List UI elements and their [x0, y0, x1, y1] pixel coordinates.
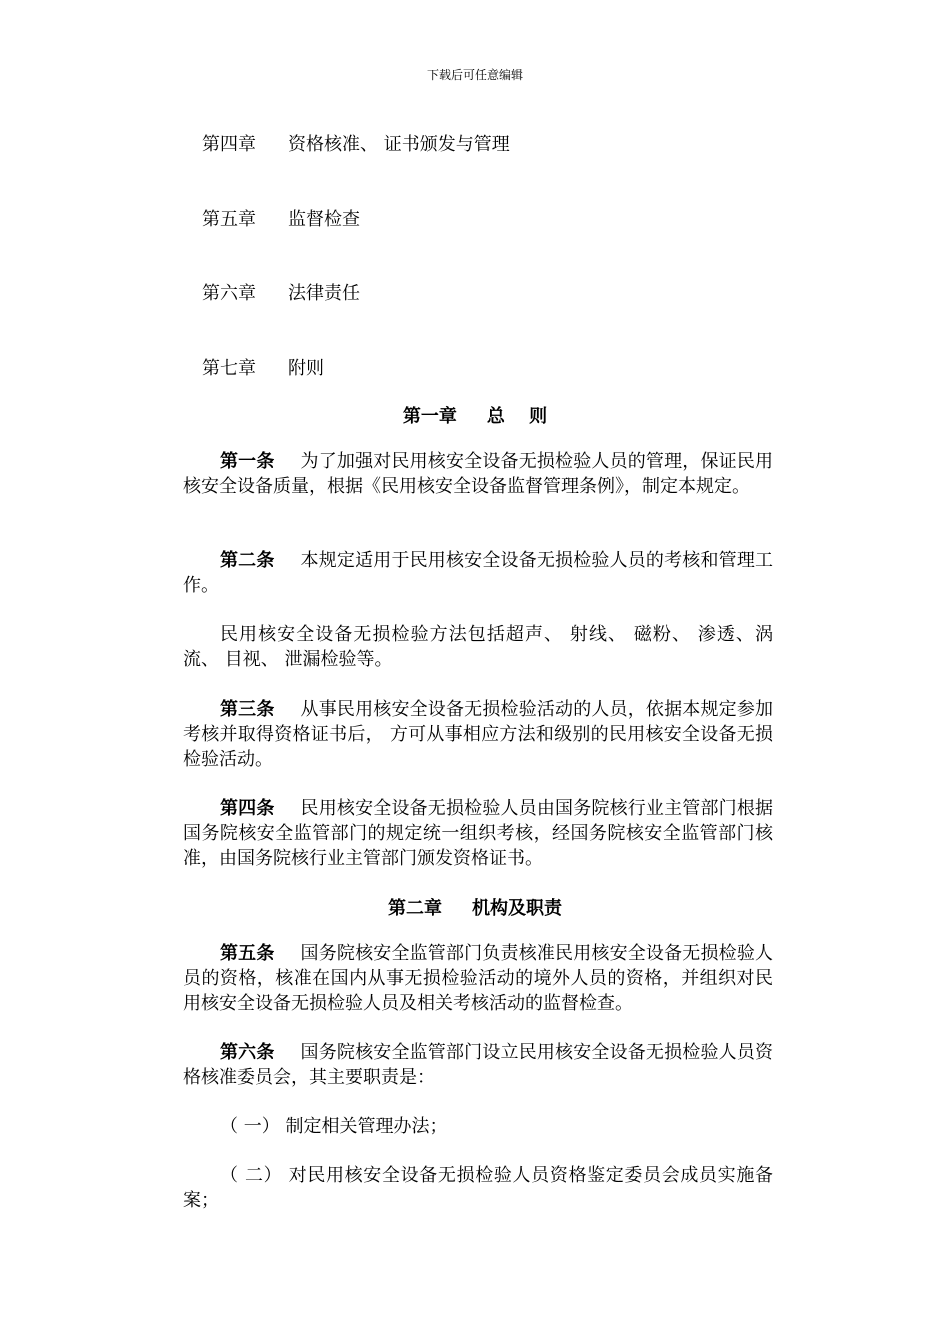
chapter-title: 总 则: [486, 406, 548, 427]
article-text: 本规定适用于民用核安全设备无损检验人员的考核和管理工作。: [183, 550, 774, 596]
chapter-1-heading: [0, 402, 950, 428]
toc-chapter-title: 附则: [288, 358, 324, 379]
article-text: 国务院核安全监管部门设立民用核安全设备无损检验人员资格核准委员会，其主要职责是：: [183, 1042, 774, 1088]
article-text: 为了加强对民用核安全设备无损检验人员的管理，保证民用核安全设备质量，根据《民用核安全设备监督管理条例》，制定本规定。: [183, 451, 774, 497]
toc-chapter-number: 第七章: [202, 358, 256, 379]
article-number: 第一条: [220, 451, 275, 472]
article-5: [183, 941, 773, 1016]
article-3: [183, 697, 773, 772]
chapter-number: 第二章: [388, 898, 442, 919]
toc-chapter-number: 第五章: [202, 209, 256, 230]
article-number: 第五条: [220, 943, 275, 964]
article-text: 国务院核安全监管部门负责核准民用核安全设备无损检验人员的资格，核准在国内从事无损检验活动的境外人员的资格，并组织对民用核安全设备无损检验人员及相关考核活动的监督检查。: [183, 943, 774, 1014]
article-4: [183, 796, 773, 871]
toc-chapter-title: 监督检查: [288, 209, 360, 230]
paragraph-text: 民用核安全设备无损检验方法包括超声、 射线、 磁粉、 渗透、涡流、 目视、 泄漏检验等。: [183, 624, 773, 670]
toc-item-chapter-6: [202, 279, 360, 305]
article-number: 第六条: [220, 1042, 275, 1063]
article-number: 第三条: [220, 699, 275, 720]
toc-item-chapter-4: [202, 130, 510, 156]
article-6-item-1: [183, 1114, 773, 1139]
article-6-item-2: [183, 1163, 773, 1213]
article-text: 从事民用核安全设备无损检验活动的人员，依据本规定参加考核并取得资格证书后， 方可从事相应方法和级别的民用核安全设备无损检验活动。: [183, 699, 774, 770]
article-6: [183, 1040, 773, 1090]
toc-item-chapter-5: [202, 205, 360, 231]
chapter-2-heading: [0, 894, 950, 920]
article-2-paragraph: [183, 622, 773, 672]
chapter-number: 第一章: [402, 406, 457, 427]
article-1: [183, 449, 773, 499]
page-header-note: 下载后可任意编辑: [426, 68, 523, 82]
article-number: 第四条: [220, 798, 275, 819]
article-text: 民用核安全设备无损检验人员由国务院核行业主管部门根据国务院核安全监管部门的规定统一组织考核，经国务院核安全监管部门核准，由国务院核行业主管部门颁发资格证书。: [183, 798, 774, 869]
article-number: 第二条: [220, 550, 275, 571]
list-item-text: （ 二） 对民用核安全设备无损检验人员资格鉴定委员会成员实施备案；: [183, 1165, 773, 1211]
toc-item-chapter-7: [202, 354, 324, 380]
toc-chapter-title: 资格核准、 证书颁发与管理: [288, 134, 510, 155]
article-2: [183, 548, 773, 598]
chapter-title: 机构及职责: [472, 898, 562, 919]
toc-chapter-number: 第四章: [202, 134, 256, 155]
toc-chapter-title: 法律责任: [288, 283, 360, 304]
list-item-text: （ 一） 制定相关管理办法；: [220, 1116, 448, 1137]
toc-chapter-number: 第六章: [202, 283, 256, 304]
